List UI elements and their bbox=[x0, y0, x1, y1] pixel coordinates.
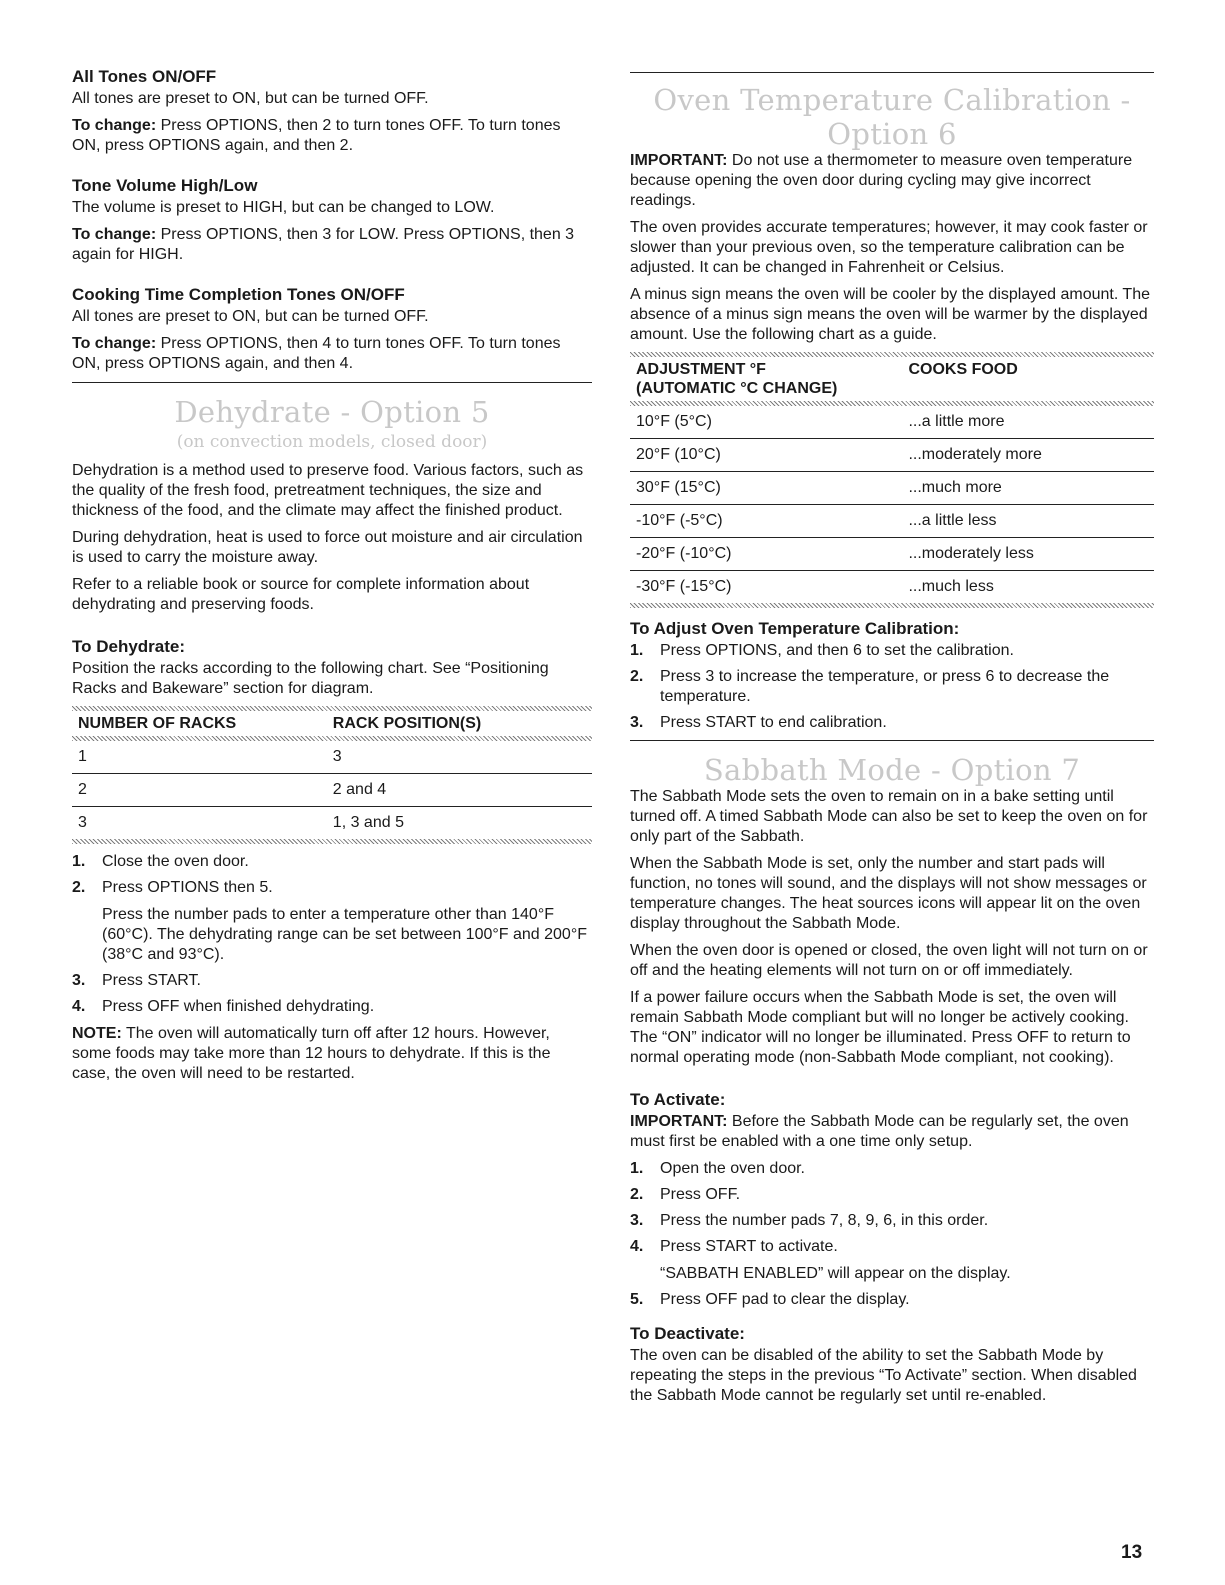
list-item bbox=[630, 1211, 1154, 1231]
important-text: Do not use a thermometer to measure oven temperature because opening the oven door during cycling may give incorrect readings. bbox=[630, 152, 1133, 209]
step-text: Press OFF. bbox=[660, 1186, 741, 1203]
volume-text: The volume is preset to HIGH, but can be changed to LOW. bbox=[72, 199, 495, 216]
dehydrate-p3: Refer to a reliable book or source for complete information about dehydrating and preserving foods. bbox=[72, 576, 530, 613]
tones-text: All tones are preset to ON, but can be turned OFF. bbox=[72, 90, 429, 107]
volume-heading: Tone Volume High/Low bbox=[72, 176, 258, 195]
table-row bbox=[630, 472, 1154, 505]
step-extra: “SABBATH ENABLED” will appear on the display. bbox=[660, 1265, 1011, 1282]
to-dehydrate-text: Position the racks according to the following chart. See “Positioning Racks and Bakeware” section for diagram. bbox=[72, 660, 549, 697]
page-number: 13 bbox=[1121, 1542, 1143, 1563]
calibration-table-body bbox=[630, 406, 1154, 603]
important-text: Before the Sabbath Mode can be regularly set, the oven must first be enabled with a one time only setup. bbox=[630, 1113, 1129, 1150]
sabbath-p2: When the Sabbath Mode is set, only the number and start pads will function, no tones will sound, and the displays will not show messages or temperature changes. The heat sources icons will appear lit on the oven display throughout the Sabbath Mode. bbox=[630, 855, 1147, 932]
table-cell: -10°F (-5°C) bbox=[630, 505, 902, 538]
table-row bbox=[72, 774, 592, 807]
table-cell: ...moderately more bbox=[902, 439, 1154, 472]
calibration-steps bbox=[630, 641, 1154, 733]
step-number: 3. bbox=[630, 714, 644, 731]
table-row bbox=[630, 406, 1154, 439]
completion-heading: Cooking Time Completion Tones ON/OFF bbox=[72, 285, 405, 304]
table-cell: ...much less bbox=[908, 578, 994, 595]
table-cell: 20°F (10°C) bbox=[630, 439, 902, 472]
note-label: NOTE: bbox=[72, 1025, 122, 1042]
header-line: ADJUSTMENT °F bbox=[636, 361, 766, 378]
table-cell: 1 bbox=[72, 741, 327, 774]
table-row bbox=[630, 538, 1154, 571]
step-number: 2. bbox=[630, 1186, 644, 1203]
step-text: Press the number pads 7, 8, 9, 6, in this order. bbox=[660, 1212, 989, 1229]
dehydrate-p2: During dehydration, heat is used to force out moisture and air circulation is used to carry the moisture away. bbox=[72, 529, 583, 566]
volume-change-text: Press OPTIONS, then 3 for LOW. Press OPTIONS, then 3 again for HIGH. bbox=[72, 226, 575, 263]
table-cell: 10°F (5°C) bbox=[630, 406, 902, 439]
step-text: Press START to activate. bbox=[660, 1238, 838, 1255]
table-cell: 2 and 4 bbox=[327, 774, 592, 807]
table-cell: 3 bbox=[327, 741, 592, 774]
step-text: Press START. bbox=[102, 972, 201, 989]
step-number: 4. bbox=[630, 1238, 644, 1255]
step-number: 3. bbox=[630, 1212, 644, 1229]
list-item bbox=[630, 713, 1154, 733]
important-label: IMPORTANT: bbox=[630, 152, 728, 169]
completion-change-label: To change: bbox=[72, 335, 157, 352]
step-text: Press 3 to increase the temperature, or press 6 to decrease the temperature. bbox=[660, 668, 1110, 705]
dehydrate-title: Dehydrate - Option 5 bbox=[174, 395, 490, 429]
racks-table-header bbox=[72, 711, 592, 736]
activate-important bbox=[630, 1112, 1154, 1152]
step-number: 5. bbox=[630, 1291, 644, 1308]
racks-table bbox=[72, 711, 592, 736]
table-cell: 30°F (15°C) bbox=[630, 472, 902, 505]
sabbath-p1: The Sabbath Mode sets the oven to remain on in a bake setting until turned off. A timed Sabbath Mode can also be set to keep the oven on for only part of the Sabbath. bbox=[630, 788, 1148, 845]
step-number: 1. bbox=[630, 1160, 644, 1177]
tones-change bbox=[72, 116, 592, 156]
table-hatch-bottom bbox=[630, 603, 1154, 608]
racks-table-body bbox=[72, 741, 592, 839]
header-line: (AUTOMATIC °C CHANGE) bbox=[636, 380, 838, 397]
racks-header-number: NUMBER OF RACKS bbox=[78, 715, 237, 732]
list-item bbox=[72, 971, 592, 991]
step-text: Press OPTIONS, and then 6 to set the calibration. bbox=[660, 642, 1014, 659]
table-cell: ...a little more bbox=[902, 406, 1154, 439]
note-text: The oven will automatically turn off after 12 hours. However, some foods may take more than 12 hours to dehydrate. If this is the case, the oven will need to be restarted. bbox=[72, 1025, 551, 1082]
right-column bbox=[630, 70, 1154, 1413]
sabbath-title: Sabbath Mode - Option 7 bbox=[703, 753, 1081, 787]
step-text: Close the oven door. bbox=[102, 853, 249, 870]
tones-heading: All Tones ON/OFF bbox=[72, 67, 217, 86]
calibration-header-adjustment bbox=[630, 357, 902, 401]
activate-steps bbox=[630, 1159, 1154, 1310]
list-item bbox=[72, 852, 592, 872]
step-number: 2. bbox=[72, 879, 86, 896]
calibration-p1: The oven provides accurate temperatures; however, it may cook faster or slower than your previous oven, so the temperature calibration can be adjusted. It can be changed in Fahrenheit or Celsius. bbox=[630, 219, 1148, 276]
tones-change-label: To change: bbox=[72, 117, 157, 134]
adjust-heading: To Adjust Oven Temperature Calibration: bbox=[630, 619, 960, 638]
left-column bbox=[72, 66, 592, 1091]
table-cell: ...much more bbox=[902, 472, 1154, 505]
completion-change-text: Press OPTIONS, then 4 to turn tones OFF. To turn tones ON, press OPTIONS again, and then 4. bbox=[72, 335, 561, 372]
dehydrate-note bbox=[72, 1024, 592, 1084]
calibration-table bbox=[630, 357, 1154, 401]
step-text: Press OFF pad to clear the display. bbox=[660, 1291, 910, 1308]
dehydrate-subtitle: (on convection models, closed door) bbox=[176, 432, 488, 452]
calibration-header-cooks: COOKS FOOD bbox=[908, 361, 1018, 378]
step-text: Press START to end calibration. bbox=[660, 714, 887, 731]
calibration-p2: A minus sign means the oven will be cooler by the displayed amount. The absence of a minus sign means the oven will be warmer by the displayed amount. Use the following chart as a guide. bbox=[630, 286, 1150, 343]
completion-text: All tones are preset to ON, but can be turned OFF. bbox=[72, 308, 429, 325]
activate-heading: To Activate: bbox=[630, 1090, 726, 1109]
volume-change-label: To change: bbox=[72, 226, 157, 243]
step-number: 1. bbox=[630, 642, 644, 659]
table-cell: -30°F (-15°C) bbox=[636, 578, 732, 595]
table-cell: 3 bbox=[78, 814, 87, 831]
list-item bbox=[630, 1159, 1154, 1179]
calibration-table-header bbox=[630, 357, 1154, 401]
to-dehydrate-heading: To Dehydrate: bbox=[72, 637, 186, 656]
completion-change bbox=[72, 334, 592, 374]
sabbath-p3: When the oven door is opened or closed, the oven light will not turn on or off and the heating elements will not turn on or off immediately. bbox=[630, 942, 1148, 979]
section-divider bbox=[630, 740, 1154, 741]
list-item bbox=[630, 1185, 1154, 1205]
table-row bbox=[630, 571, 1154, 604]
table-hatch-bottom bbox=[72, 839, 592, 844]
important-label: IMPORTANT: bbox=[630, 1113, 728, 1130]
list-item bbox=[72, 997, 592, 1017]
table-row bbox=[72, 741, 592, 774]
step-text: Open the oven door. bbox=[660, 1160, 805, 1177]
table-row bbox=[630, 505, 1154, 538]
list-item bbox=[630, 667, 1154, 707]
step-extra: Press the number pads to enter a temperature other than 140°F (60°C). The dehydrating range can be set between 100°F and 200°F (38°C and 93°C). bbox=[102, 906, 587, 963]
list-item bbox=[630, 1237, 1154, 1284]
table-cell: -20°F (-10°C) bbox=[630, 538, 902, 571]
deactivate-text: The oven can be disabled of the ability to set the Sabbath Mode by repeating the steps in the previous “To Activate” section. When disabled the Sabbath Mode cannot be regularly set until re-enabled. bbox=[630, 1347, 1137, 1404]
racks-header-position: RACK POSITION(S) bbox=[332, 715, 482, 732]
dehydrate-p1: Dehydration is a method used to preserve food. Various factors, such as the quality of the fresh food, pretreatment techniques, the size and thickness of the food, and the climate may affect the finished product. bbox=[72, 462, 584, 519]
step-number: 2. bbox=[630, 668, 644, 685]
calibration-title: Oven Temperature Calibration - Option 6 bbox=[653, 83, 1131, 151]
sabbath-p4: If a power failure occurs when the Sabbath Mode is set, the oven will remain Sabbath Mode compliant but will no longer be actively cooking. The “ON” indicator will no longer be illuminated. Press OFF to return to normal operating mode (non-Sabbath Mode compliant, not cooking). bbox=[630, 989, 1131, 1066]
dehydrate-steps bbox=[72, 852, 592, 1017]
deactivate-heading: To Deactivate: bbox=[630, 1324, 745, 1343]
tones-change-text: Press OPTIONS, then 2 to turn tones OFF. To turn tones ON, press OPTIONS again, and then 2. bbox=[72, 117, 561, 154]
table-cell: ...a little less bbox=[902, 505, 1154, 538]
step-text: Press OFF when finished dehydrating. bbox=[102, 998, 375, 1015]
step-text: Press OPTIONS then 5. bbox=[102, 879, 273, 896]
list-item bbox=[72, 878, 592, 965]
table-row bbox=[630, 439, 1154, 472]
table-row bbox=[72, 807, 592, 840]
table-cell: 1, 3 and 5 bbox=[332, 814, 404, 831]
table-cell: ...moderately less bbox=[902, 538, 1154, 571]
list-item bbox=[630, 1290, 1154, 1310]
step-number: 4. bbox=[72, 998, 86, 1015]
list-item bbox=[630, 641, 1154, 661]
section-divider bbox=[72, 382, 592, 383]
calibration-important bbox=[630, 151, 1154, 211]
step-number: 3. bbox=[72, 972, 86, 989]
step-number: 1. bbox=[72, 853, 86, 870]
section-divider bbox=[630, 72, 1154, 73]
table-cell: 2 bbox=[72, 774, 327, 807]
volume-change bbox=[72, 225, 592, 265]
